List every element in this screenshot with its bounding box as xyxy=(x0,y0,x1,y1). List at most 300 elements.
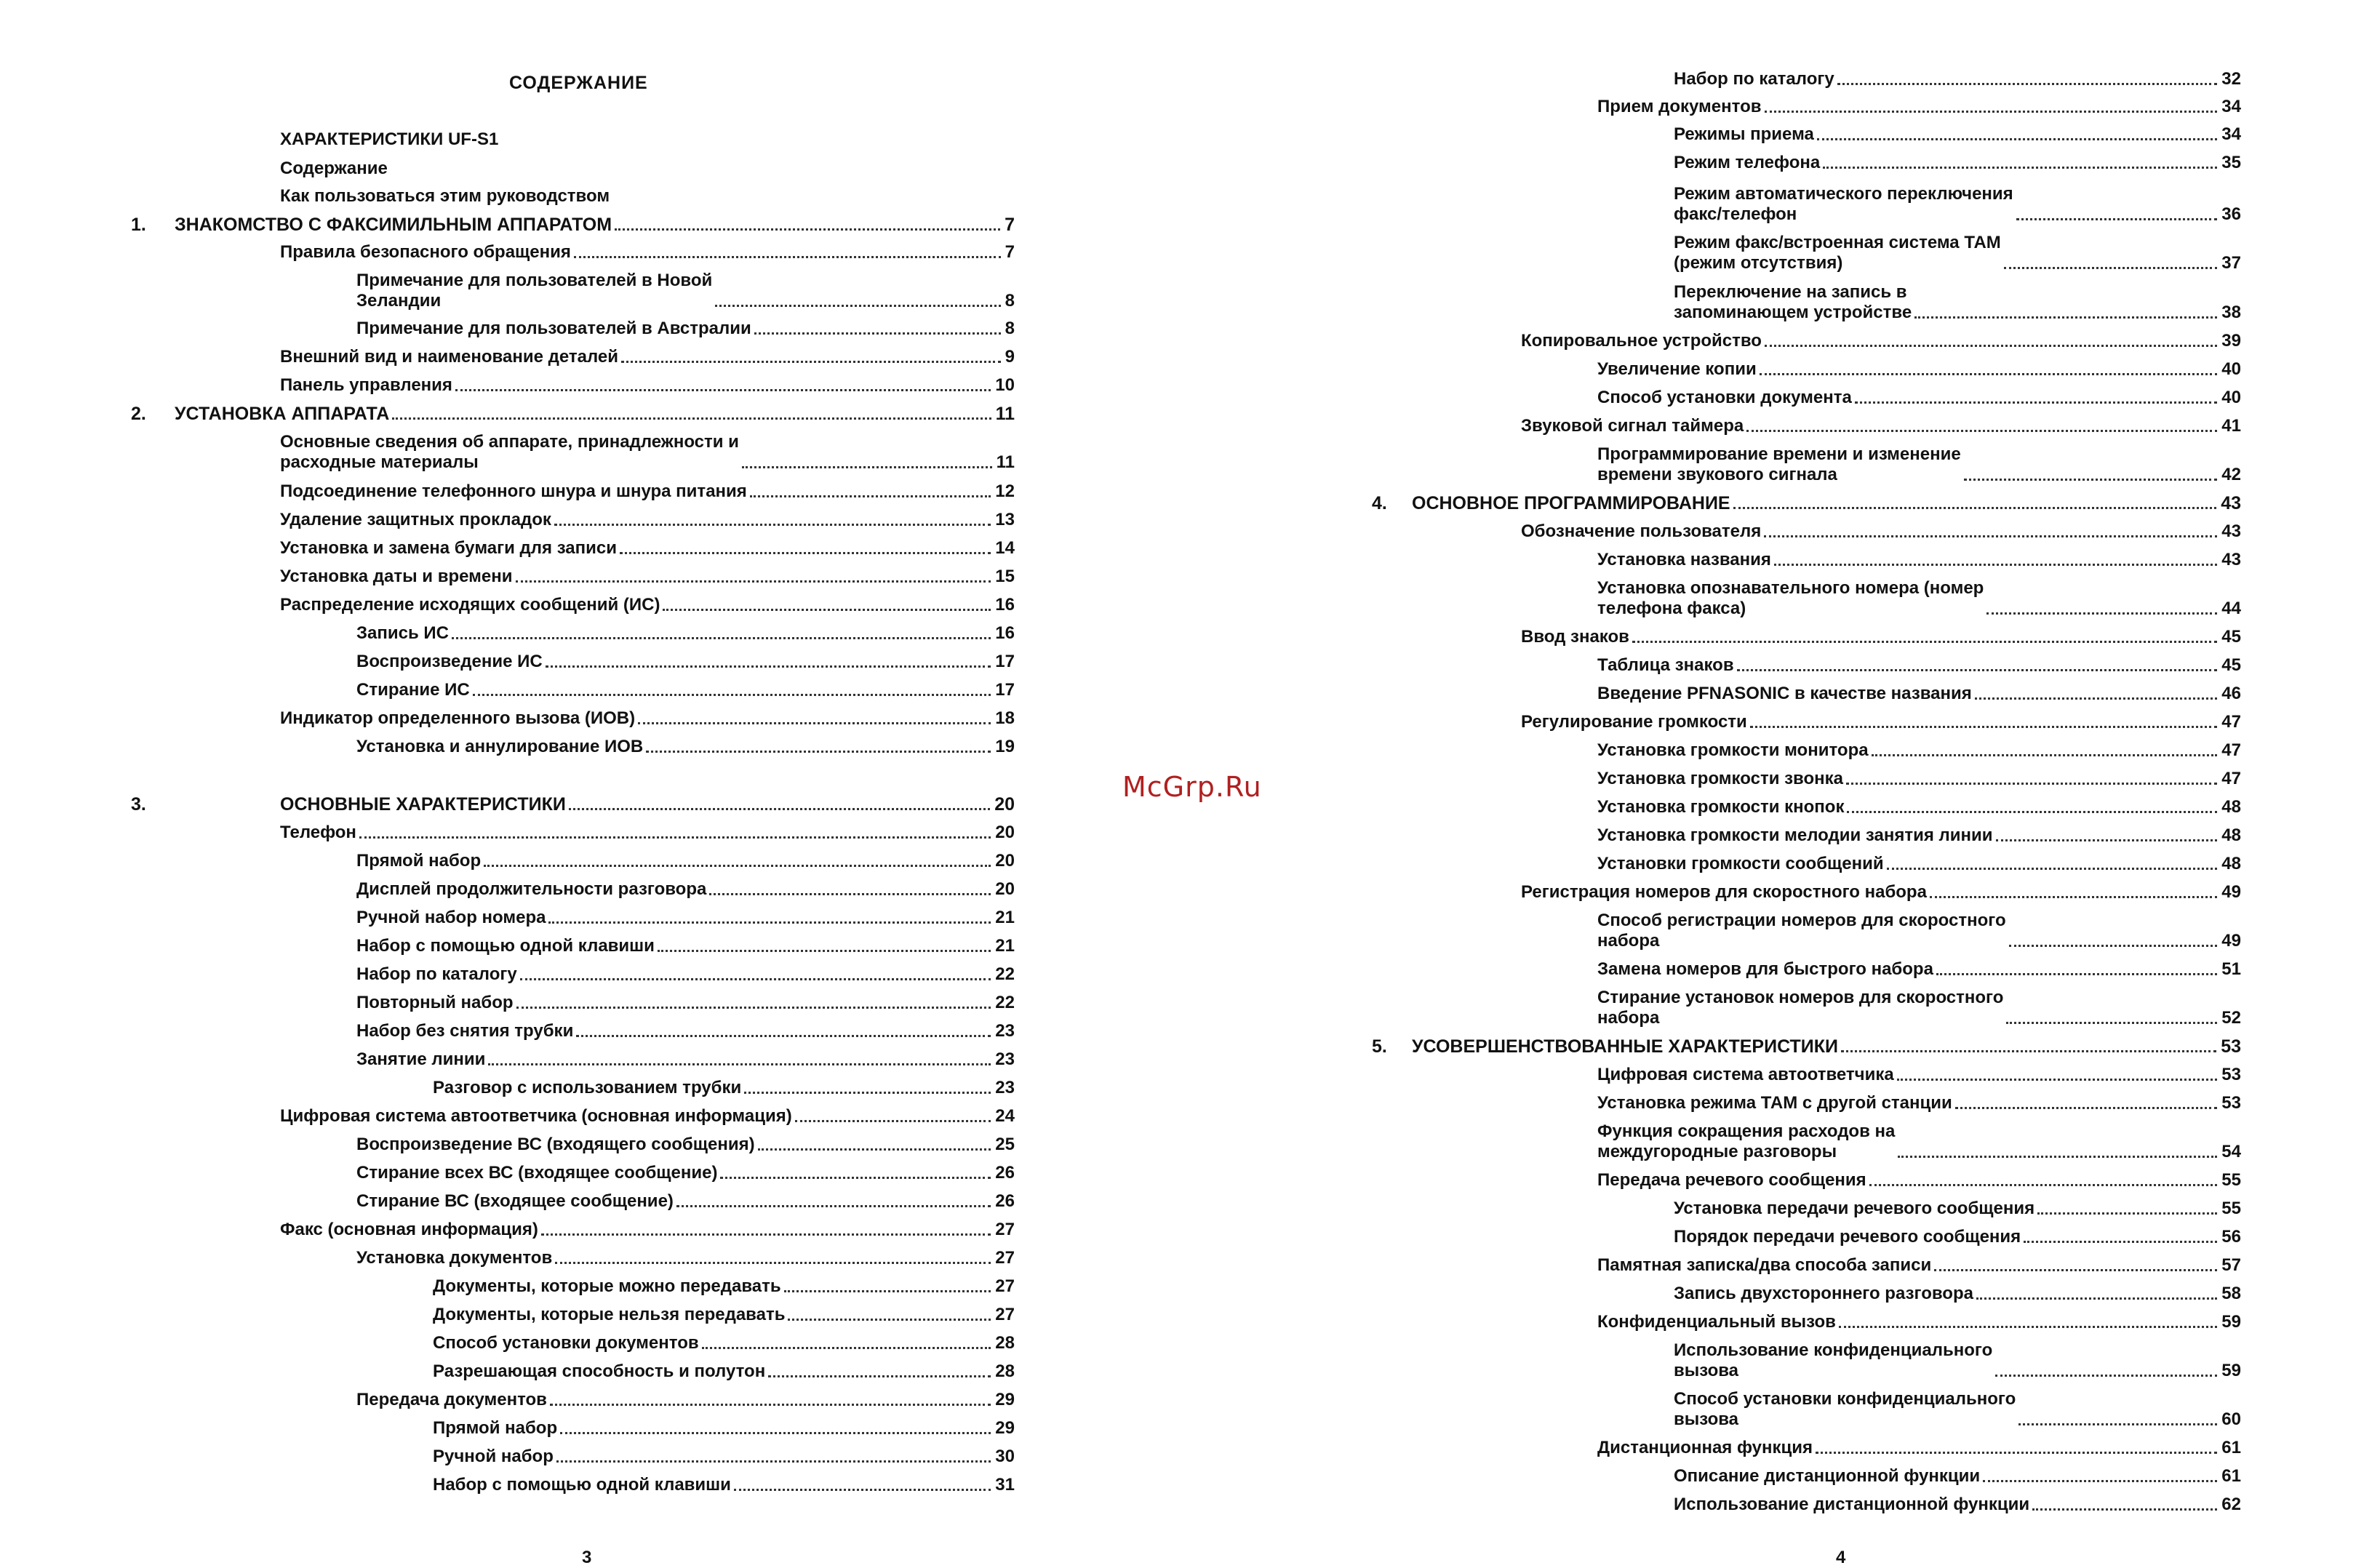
page-3 xyxy=(0,0,1190,1566)
toc-entry xyxy=(356,1049,1015,1070)
dot-leader xyxy=(516,580,991,583)
dot-leader xyxy=(1930,896,2217,898)
toc-entry xyxy=(433,1361,1015,1382)
dot-leader xyxy=(359,836,991,839)
dot-leader xyxy=(548,921,991,924)
toc-entry-label: Набор по каталогу xyxy=(1674,69,1834,89)
toc-entry-label: Установка и аннулирование ИОВ xyxy=(356,737,644,756)
watermark: McGrp.Ru xyxy=(1122,771,1262,803)
toc-entry-page: 46 xyxy=(2221,684,2241,703)
toc-entry-page: 29 xyxy=(995,1418,1015,1438)
dot-leader xyxy=(1733,507,2217,509)
toc-entry-page: 17 xyxy=(995,680,1015,700)
toc-entry-label: Режим факс/встроенная система ТАМ (режим отсутствия) xyxy=(1674,233,2001,273)
toc-entry-page: 41 xyxy=(2221,416,2241,436)
toc-entry xyxy=(356,1390,1015,1410)
toc-entry-label: Телефон xyxy=(280,823,356,842)
toc-entry-label: Введение PFNASONIC в качестве названия xyxy=(1597,684,1972,703)
toc-entry-label: Внешний вид и наименование деталей xyxy=(280,347,618,367)
toc-entry xyxy=(1597,444,2241,485)
dot-leader xyxy=(555,1262,991,1264)
toc-entry xyxy=(356,1163,1015,1183)
toc-entry-page: 29 xyxy=(995,1390,1015,1409)
dot-leader xyxy=(574,256,1001,258)
toc-entry-label: Удаление защитных прокладок xyxy=(280,510,551,529)
toc-entry xyxy=(1674,1284,2241,1304)
dot-leader xyxy=(452,637,991,639)
dot-leader xyxy=(2004,267,2218,269)
toc-entry-label: Воспроизведение ВС (входящего сообщения) xyxy=(356,1135,755,1154)
toc-entry xyxy=(356,964,1015,985)
toc-entry-page: 55 xyxy=(2221,1170,2241,1190)
dot-leader xyxy=(569,808,990,810)
dot-leader xyxy=(546,665,991,668)
toc-entry xyxy=(280,432,1015,473)
toc-entry-label: Панель управления xyxy=(280,375,452,395)
dot-leader xyxy=(392,417,991,420)
toc-entry xyxy=(356,319,1015,339)
dot-leader xyxy=(709,893,991,895)
dot-leader xyxy=(1823,167,2217,169)
toc-entry xyxy=(1521,627,2241,647)
toc-entry-page: 21 xyxy=(995,908,1015,927)
toc-entry xyxy=(1674,184,2241,225)
toc-entry-label: Занятие линии xyxy=(356,1049,486,1069)
toc-entry-page: 59 xyxy=(2221,1361,2241,1380)
toc-entry xyxy=(433,1276,1015,1297)
dot-leader xyxy=(1855,401,2217,404)
dot-leader xyxy=(1765,345,2217,347)
toc-entry-label: Воспроизведение ИС xyxy=(356,652,543,671)
toc-entry xyxy=(1521,331,2241,351)
dot-leader xyxy=(754,332,1001,335)
page-title: СОДЕРЖАНИЕ xyxy=(509,73,648,93)
toc-entry-page: 31 xyxy=(995,1475,1015,1495)
dot-leader xyxy=(2024,1241,2217,1243)
toc-entry-page: 13 xyxy=(995,510,1015,529)
toc-entry xyxy=(1597,1093,2241,1113)
toc-entry-label: Прямой набор xyxy=(433,1418,558,1438)
toc-entry-page: 20 xyxy=(995,879,1015,899)
toc-entry-label: Замена номеров для быстрого набора xyxy=(1597,959,1933,979)
section-number: 5. xyxy=(1372,1036,1387,1057)
toc-entry xyxy=(1597,797,2241,817)
dot-leader xyxy=(560,1432,991,1434)
toc-entry xyxy=(1597,911,2241,951)
dot-leader xyxy=(1765,111,2218,113)
toc-entry xyxy=(433,1078,1015,1098)
toc-entry-label: ЗНАКОМСТВО С ФАКСИМИЛЬНЫМ АППАРАТОМ xyxy=(175,215,612,235)
toc-entry-label: Установка режима ТАМ с другой станции xyxy=(1597,1093,1952,1113)
dot-leader xyxy=(1841,1050,2216,1052)
toc-entry xyxy=(1674,1466,2241,1487)
toc-entry-page: 59 xyxy=(2221,1312,2241,1332)
dot-leader xyxy=(1746,430,2217,432)
toc-entry-page: 23 xyxy=(995,1021,1015,1041)
toc-entry xyxy=(433,1305,1015,1325)
dot-leader xyxy=(663,609,991,611)
toc-entry-label: Переключение на запись в запоминающем устройстве xyxy=(1674,282,1912,322)
toc-entry-label: Передача речевого сообщения xyxy=(1597,1170,1866,1190)
dot-leader xyxy=(1760,373,2218,375)
toc-entry xyxy=(1597,959,2241,980)
toc-entry-page: 26 xyxy=(995,1191,1015,1211)
toc-entry xyxy=(1597,740,2241,761)
dot-leader xyxy=(2032,1508,2217,1511)
toc-entry-label: УСТАНОВКА АППАРАТА xyxy=(175,404,390,424)
toc-entry-label: Цифровая система автоответчика (основная информация) xyxy=(280,1106,792,1126)
toc-section-heading xyxy=(1412,1036,2241,1057)
toc-entry xyxy=(1521,882,2241,903)
toc-entry-label: Способ регистрации номеров для скоростного набора xyxy=(1597,911,2006,951)
toc-entry-label: Памятная записка/два способа записи xyxy=(1597,1255,1932,1275)
toc-entry-page: 19 xyxy=(995,737,1015,756)
dot-leader xyxy=(615,228,1000,231)
toc-entry xyxy=(1521,416,2241,436)
section-number: 2. xyxy=(131,404,146,424)
toc-entry-label: Ручной набор xyxy=(433,1447,554,1466)
dot-leader xyxy=(768,1375,991,1377)
toc-entry-page: 47 xyxy=(2221,712,2241,732)
dot-leader xyxy=(750,495,991,497)
toc-entry-label: Набор без снятия трубки xyxy=(356,1021,574,1041)
intro-item: Как пользоваться этим руководством xyxy=(280,186,610,206)
toc-entry-page: 54 xyxy=(2221,1142,2241,1161)
dot-leader xyxy=(541,1233,991,1236)
toc-entry-label: Документы, которые нельзя передавать xyxy=(433,1305,786,1324)
toc-entry xyxy=(280,347,1015,367)
toc-entry xyxy=(1674,1199,2241,1219)
dot-leader xyxy=(702,1347,991,1349)
toc-entry-page: 43 xyxy=(2221,493,2241,513)
toc-entry-label: Набор с помощью одной клавиши xyxy=(356,936,655,956)
toc-entry-page: 26 xyxy=(995,1163,1015,1183)
dot-leader xyxy=(620,552,991,554)
toc-entry xyxy=(356,1191,1015,1212)
dot-leader xyxy=(1774,564,2217,566)
toc-entry-label: Индикатор определенного вызова (ИОВ) xyxy=(280,708,636,728)
toc-entry xyxy=(1597,578,2241,619)
toc-entry xyxy=(1674,1340,2241,1381)
toc-entry-label: Основные сведения об аппарате, принадлежности и расходные материалы xyxy=(280,432,739,472)
dot-leader xyxy=(1816,1452,2217,1454)
toc-entry-page: 53 xyxy=(2221,1036,2241,1057)
toc-entry-page: 11 xyxy=(995,404,1015,424)
toc-entry-page: 11 xyxy=(996,452,1015,472)
dot-leader xyxy=(1995,1375,2217,1377)
toc-entry-label: Установка громкости кнопок xyxy=(1597,797,1845,817)
toc-entry xyxy=(280,242,1015,263)
toc-entry-label: Копировальное устройство xyxy=(1521,331,1762,351)
dot-leader xyxy=(1996,839,2218,841)
dot-leader xyxy=(455,389,991,391)
toc-entry xyxy=(1674,124,2241,145)
toc-entry-page: 34 xyxy=(2221,124,2241,144)
toc-entry-page: 20 xyxy=(995,851,1015,871)
toc-entry xyxy=(1674,1495,2241,1515)
toc-entry xyxy=(433,1333,1015,1353)
toc-entry-label: Передача документов xyxy=(356,1390,547,1409)
toc-section-heading xyxy=(175,215,1015,235)
toc-entry-label: Конфиденциальный вызов xyxy=(1597,1312,1836,1332)
toc-entry-label: Режимы приема xyxy=(1674,124,1814,144)
dot-leader xyxy=(758,1148,991,1151)
toc-entry xyxy=(280,1106,1015,1127)
toc-entry-page: 8 xyxy=(1005,319,1015,338)
toc-entry-label: Стирание всех ВС (входящее сообщение) xyxy=(356,1163,718,1183)
toc-entry-page: 60 xyxy=(2221,1409,2241,1429)
toc-entry-label: ОСНОВНЫЕ ХАРАКТЕРИСТИКИ xyxy=(280,794,566,815)
toc-section-heading xyxy=(280,794,1015,815)
toc-entry-label: Прямой набор xyxy=(356,851,482,871)
section-number: 3. xyxy=(131,794,146,815)
toc-entry xyxy=(1597,388,2241,408)
toc-entry-label: Установка передачи речевого сообщения xyxy=(1674,1199,2035,1218)
toc-entry-label: Способ установки конфиденциального вызова xyxy=(1674,1389,2016,1429)
dot-leader xyxy=(2016,218,2218,220)
dot-leader xyxy=(1898,1156,2217,1158)
page-number: 3 xyxy=(582,1548,592,1567)
toc-entry xyxy=(1597,359,2241,380)
toc-entry xyxy=(1674,233,2241,273)
toc-entry-page: 45 xyxy=(2221,655,2241,675)
toc-entry-page: 55 xyxy=(2221,1199,2241,1218)
toc-entry-page: 61 xyxy=(2221,1466,2241,1486)
toc-entry-page: 23 xyxy=(995,1049,1015,1069)
toc-entry-page: 52 xyxy=(2221,1008,2241,1028)
toc-entry-label: Увеличение копии xyxy=(1597,359,1757,379)
toc-entry-label: Установка документов xyxy=(356,1248,553,1268)
toc-entry xyxy=(356,1021,1015,1041)
dot-leader xyxy=(1936,973,2217,975)
toc-entry-label: Правила безопасного обращения xyxy=(280,242,571,262)
dot-leader xyxy=(784,1290,991,1292)
toc-entry-label: Таблица знаков xyxy=(1597,655,1734,675)
toc-entry xyxy=(1597,1438,2241,1458)
toc-entry-label: Программирование времени и изменение времени звукового сигнала xyxy=(1597,444,1961,484)
toc-entry-page: 16 xyxy=(995,623,1015,643)
toc-entry-label: Дисплей продолжительности разговора xyxy=(356,879,707,899)
toc-entry xyxy=(356,680,1015,700)
toc-entry xyxy=(356,908,1015,928)
toc-entry-label: Установка даты и времени xyxy=(280,567,513,586)
toc-entry-label: Регистрация номеров для скоростного набора xyxy=(1521,882,1927,902)
toc-entry xyxy=(356,879,1015,900)
toc-entry-label: Распределение исходящих сообщений (ИС) xyxy=(280,595,660,615)
toc-entry xyxy=(1597,769,2241,789)
toc-entry xyxy=(356,851,1015,871)
toc-entry-page: 20 xyxy=(995,823,1015,842)
dot-leader xyxy=(646,751,991,753)
toc-entry xyxy=(1597,1170,2241,1191)
dot-leader xyxy=(788,1319,991,1321)
toc-entry xyxy=(280,481,1015,502)
toc-entry xyxy=(280,375,1015,396)
toc-entry-label: Ввод знаков xyxy=(1521,627,1629,647)
dot-leader xyxy=(1887,868,2218,870)
toc-entry-label: Разговор с использованием трубки xyxy=(433,1078,742,1097)
toc-entry xyxy=(356,737,1015,757)
toc-entry-label: Стирание ИС xyxy=(356,680,470,700)
toc-entry xyxy=(1597,854,2241,874)
dot-leader xyxy=(742,466,992,468)
toc-entry-page: 27 xyxy=(995,1248,1015,1268)
dot-leader xyxy=(658,950,991,952)
section-number: 4. xyxy=(1372,493,1387,513)
toc-entry-page: 43 xyxy=(2221,521,2241,541)
toc-entry-page: 49 xyxy=(2221,931,2241,951)
toc-entry-label: Порядок передачи речевого сообщения xyxy=(1674,1227,2021,1247)
toc-entry-page: 49 xyxy=(2221,882,2241,902)
toc-entry-page: 57 xyxy=(2221,1255,2241,1275)
toc-entry-page: 22 xyxy=(995,964,1015,984)
dot-leader xyxy=(1837,83,2218,85)
toc-entry-label: Стирание ВС (входящее сообщение) xyxy=(356,1191,674,1211)
toc-entry-page: 30 xyxy=(995,1447,1015,1466)
toc-entry-label: Прием документов xyxy=(1597,97,1762,116)
toc-entry-page: 40 xyxy=(2221,388,2241,407)
toc-entry-label: Ручной набор номера xyxy=(356,908,546,927)
dot-leader xyxy=(473,694,991,696)
toc-entry-label: Установка и замена бумаги для записи xyxy=(280,538,618,558)
dot-leader xyxy=(1869,1184,2218,1186)
dot-leader xyxy=(795,1120,991,1122)
dot-leader xyxy=(1764,535,2217,537)
toc-entry-label: Факс (основная информация) xyxy=(280,1220,538,1239)
toc-section-heading xyxy=(1412,493,2241,513)
toc-entry-page: 7 xyxy=(1005,242,1015,262)
toc-entry xyxy=(1597,550,2241,570)
dot-leader xyxy=(1632,641,2217,643)
toc-entry-page: 51 xyxy=(2221,959,2241,979)
toc-entry-label: Способ установки документа xyxy=(1597,388,1852,407)
toc-entry-page: 20 xyxy=(994,794,1015,815)
dot-leader xyxy=(1976,1297,2217,1300)
dot-leader xyxy=(744,1092,991,1094)
toc-entry-page: 14 xyxy=(995,538,1015,558)
dot-leader xyxy=(556,1460,991,1463)
dot-leader xyxy=(715,305,1000,307)
toc-entry-page: 62 xyxy=(2221,1495,2241,1514)
toc-entry-label: Установка громкости монитора xyxy=(1597,740,1869,760)
toc-entry xyxy=(433,1418,1015,1439)
toc-entry-page: 10 xyxy=(995,375,1015,395)
dot-leader xyxy=(1986,612,2217,615)
toc-entry-page: 42 xyxy=(2221,465,2241,484)
toc-entry-page: 53 xyxy=(2221,1065,2241,1084)
dot-leader xyxy=(520,978,991,980)
dot-leader xyxy=(516,1007,991,1009)
dot-leader xyxy=(1955,1107,2218,1109)
toc-entry-page: 24 xyxy=(995,1106,1015,1126)
toc-entry xyxy=(1674,69,2241,89)
toc-entry xyxy=(1674,153,2241,173)
toc-entry-page: 34 xyxy=(2221,97,2241,116)
toc-entry-label: Установка громкости мелодии занятия линии xyxy=(1597,825,1993,845)
toc-entry-page: 43 xyxy=(2221,550,2241,569)
toc-entry-label: Примечание для пользователей в Австралии xyxy=(356,319,751,338)
toc-entry-page: 12 xyxy=(995,481,1015,501)
toc-entry-page: 56 xyxy=(2221,1227,2241,1247)
toc-entry-page: 27 xyxy=(995,1276,1015,1296)
dot-leader xyxy=(2009,945,2218,947)
dot-leader xyxy=(676,1205,991,1207)
toc-entry-page: 61 xyxy=(2221,1438,2241,1457)
toc-entry-page: 32 xyxy=(2221,69,2241,89)
toc-entry-page: 27 xyxy=(995,1220,1015,1239)
dot-leader xyxy=(1964,479,2218,481)
toc-entry-label: Повторный набор xyxy=(356,993,514,1012)
toc-entry-page: 38 xyxy=(2221,303,2241,322)
dot-leader xyxy=(1897,1079,2218,1081)
toc-entry-page: 58 xyxy=(2221,1284,2241,1303)
dot-leader xyxy=(1846,783,2217,785)
toc-entry-page: 48 xyxy=(2221,854,2241,873)
dot-leader xyxy=(621,361,1001,363)
toc-entry-label: Набор по каталогу xyxy=(356,964,517,984)
dot-leader xyxy=(554,524,991,526)
toc-entry-label: Запись ИС xyxy=(356,623,449,643)
intro-item: Содержание xyxy=(280,159,388,178)
dot-leader xyxy=(488,1063,991,1065)
toc-entry-page: 44 xyxy=(2221,599,2241,618)
toc-entry-page: 36 xyxy=(2221,204,2241,224)
toc-entry-page: 16 xyxy=(995,595,1015,615)
toc-entry-page: 9 xyxy=(1005,347,1015,367)
toc-entry-page: 39 xyxy=(2221,331,2241,351)
dot-leader xyxy=(1975,697,2218,700)
dot-leader xyxy=(2006,1022,2217,1024)
dot-leader xyxy=(734,1489,991,1491)
toc-entry-label: Использование дистанционной функции xyxy=(1674,1495,2030,1514)
toc-entry xyxy=(433,1475,1015,1495)
page-4 xyxy=(1190,0,2380,1566)
toc-entry xyxy=(1597,825,2241,846)
toc-section-heading xyxy=(175,404,1015,424)
toc-entry-page: 7 xyxy=(1005,215,1015,235)
toc-entry xyxy=(356,1135,1015,1155)
toc-entry-page: 21 xyxy=(995,936,1015,956)
toc-entry-label: Режим телефона xyxy=(1674,153,1821,172)
dot-leader xyxy=(484,865,991,867)
dot-leader xyxy=(638,722,991,724)
toc-entry-label: Примечание для пользователей в Новой Зеландии xyxy=(356,271,713,311)
toc-entry xyxy=(280,538,1015,559)
toc-entry xyxy=(356,271,1015,311)
toc-entry-page: 53 xyxy=(2221,1093,2241,1113)
dot-leader xyxy=(1817,138,2217,140)
dot-leader xyxy=(1847,811,2217,813)
toc-entry-page: 28 xyxy=(995,1361,1015,1381)
toc-entry xyxy=(1597,655,2241,676)
toc-entry-label: Стирание установок номеров для скоростного набора xyxy=(1597,988,2004,1028)
toc-entry xyxy=(1597,1312,2241,1332)
toc-entry-label: Подсоединение телефонного шнура и шнура питания xyxy=(280,481,747,501)
toc-entry xyxy=(1521,712,2241,732)
toc-entry-page: 37 xyxy=(2221,253,2241,273)
toc-entry xyxy=(1597,988,2241,1028)
toc-entry-label: Дистанционная функция xyxy=(1597,1438,1813,1457)
toc-entry xyxy=(280,708,1015,729)
dot-leader xyxy=(2018,1423,2217,1425)
toc-entry-page: 48 xyxy=(2221,797,2241,817)
toc-entry-label: Регулирование громкости xyxy=(1521,712,1747,732)
page-number: 4 xyxy=(1836,1548,1846,1567)
toc-entry xyxy=(433,1447,1015,1467)
toc-entry xyxy=(1597,684,2241,704)
toc-entry-page: 23 xyxy=(995,1078,1015,1097)
toc-entry-page: 45 xyxy=(2221,627,2241,647)
